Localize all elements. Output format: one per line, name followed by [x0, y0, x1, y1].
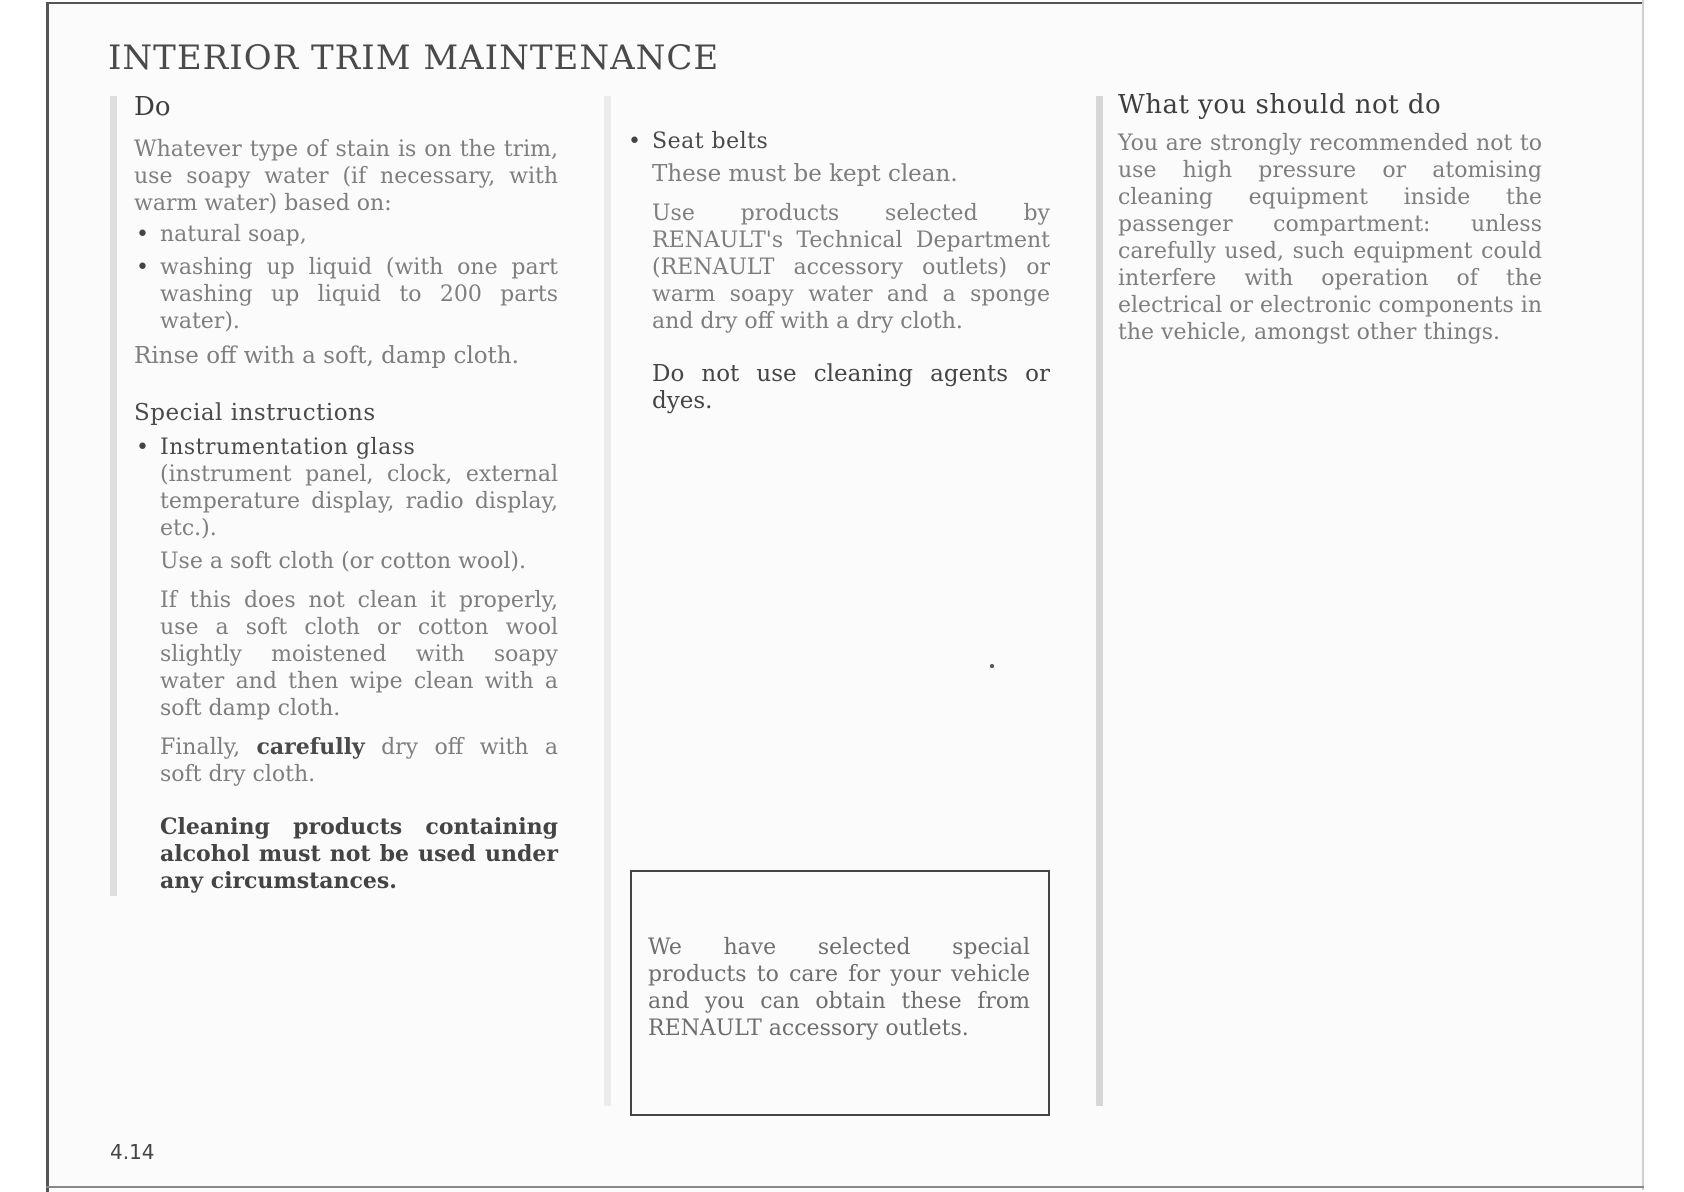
should-not-do-text: You are strongly recommended not to use high pressure or atomising cleaning equipment inside the passenger compartment: unless carefully used, such equipment could interfere with operation of the electrical or electronic components in the vehicle, amongst other things.: [1118, 131, 1542, 345]
should-not-do-heading: What you should not do: [1118, 90, 1442, 120]
alcohol-warning: Cleaning products containing alcohol must not be used under any circumstances.: [160, 814, 558, 894]
right-column-bar: [1096, 96, 1103, 1106]
finally-prefix: Finally,: [160, 735, 257, 760]
seat-belt-item: [626, 128, 1050, 155]
page-right-edge: [1642, 0, 1644, 1190]
seat-belt-list: [626, 128, 1050, 155]
finally-emphasis: carefully: [256, 734, 365, 760]
do-intro: Whatever type of stain is on the trim, use soapy water (if necessary, with warm water) based on:: [134, 137, 558, 216]
rinse-text: Rinse off with a soft, damp cloth.: [134, 343, 519, 369]
list-item: • washing up liquid (with one part washing up liquid to 200 parts water).: [134, 254, 558, 335]
left-column: [134, 92, 558, 895]
print-speck: [990, 664, 994, 668]
page-bottom-edge: [46, 1186, 1644, 1188]
instrument-if-not: If this does not clean it properly, use a soft cloth or cotton wool slightly moistened with soapy water and then wipe clean with a soft damp cloth.: [160, 588, 558, 721]
right-column: [1118, 90, 1542, 346]
page-title: INTERIOR TRIM MAINTENANCE: [108, 38, 720, 78]
products-text: Use products selected by RENAULT's Technical Department (RENAULT accessory outlets) or warm soapy water and a sponge and dry off with a dry cloth.: [652, 201, 1050, 334]
instrument-item: [134, 434, 558, 542]
special-instructions-heading: Special instructions: [134, 400, 376, 426]
instrument-detail: (instrument panel, clock, external temperature display, radio display, etc.).: [160, 462, 558, 541]
instrument-finally: [160, 734, 558, 788]
seat-belt-instructions: [626, 161, 1050, 415]
kept-clean-text: These must be kept clean.: [652, 161, 958, 187]
list-item: • natural soap,: [134, 221, 558, 248]
seat-belts-heading: Seat belts: [652, 129, 769, 154]
page-number: 4.14: [110, 1140, 155, 1164]
middle-column-bar: [604, 96, 611, 1106]
notice-box: [630, 870, 1050, 1116]
instrument-list: [134, 434, 558, 542]
notice-text: We have selected special products to care for your vehicle and you can obtain these from RENAULT accessory outlets.: [648, 935, 1030, 1041]
do-not-use-text: Do not use cleaning agents or dyes.: [652, 361, 1050, 414]
finally-suffix: dry off with a soft dry cloth.: [160, 735, 559, 787]
do-heading: Do: [134, 92, 171, 122]
left-column-bar: [110, 96, 117, 896]
middle-column: [626, 128, 1050, 415]
do-bullet-list: [134, 221, 558, 335]
instrument-instructions: [134, 548, 558, 895]
instrument-use: Use a soft cloth (or cotton wool).: [160, 549, 526, 574]
instrument-heading: Instrumentation glass: [160, 435, 416, 460]
